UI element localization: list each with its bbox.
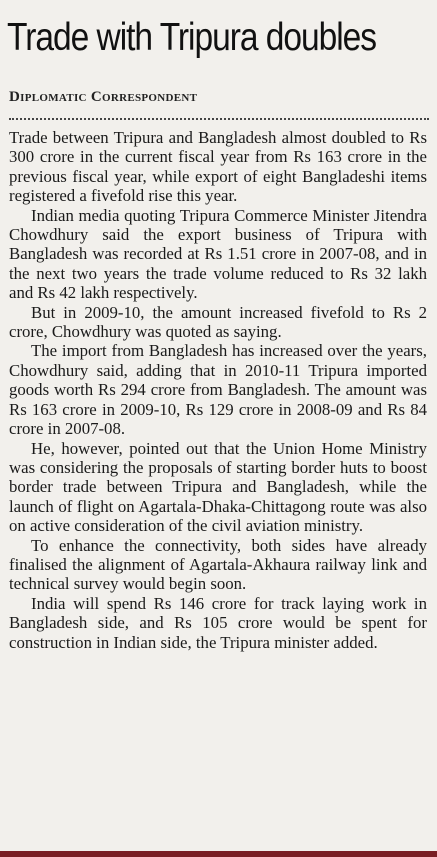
article-body [9, 128, 427, 652]
article-paragraph: India will spend Rs 146 crore for track laying work in Bangladesh side, and Rs 105 crore would be spent for construction in Indian side, the Tripura minister added. [9, 593, 427, 652]
byline: Diplomatic Correspondent [9, 89, 198, 105]
article-paragraph: Indian media quoting Tripura Commerce Minister Jitendra Chowdhury said the export business of Tripura with Bangladesh was recorded at Rs 1.51 crore in 2007-08, and in the next two years the trade volume reduced to Rs 32 lakh and Rs 42 lakh respectively. [9, 205, 427, 303]
article-paragraph: He, however, pointed out that the Union Home Ministry was considering the proposals of starting border huts to boost border trade between Tripura and Bangladesh, while the launch of flight on Agartala-Dhaka-Chittagong route was also on active consideration of the civil aviation ministry. [9, 438, 427, 536]
article-paragraph: Trade between Tripura and Bangladesh almost doubled to Rs 300 crore in the current fiscal year from Rs 163 crore in the previous fiscal year, while export of eight Bangladeshi items registered a fivefold rise this year. [9, 128, 427, 206]
article-paragraph: To enhance the connectivity, both sides have already finalised the alignment of Agartala-Akhaura railway link and technical survey would begin soon. [9, 535, 427, 594]
headline: Trade with Tripura doubles [7, 16, 377, 59]
bottom-rule [0, 851, 437, 857]
article-paragraph: But in 2009-10, the amount increased fivefold to Rs 2 crore, Chowdhury was quoted as saying. [9, 302, 427, 342]
article-paragraph: The import from Bangladesh has increased over the years, Chowdhury said, adding that in 2010-11 Tripura imported goods worth Rs 294 crore from Bangladesh. The amount was Rs 163 crore in 2009-10, Rs 129 crore in 2008-09 and Rs 84 crore in 2007-08. [9, 341, 427, 439]
dotted-divider [9, 118, 429, 120]
